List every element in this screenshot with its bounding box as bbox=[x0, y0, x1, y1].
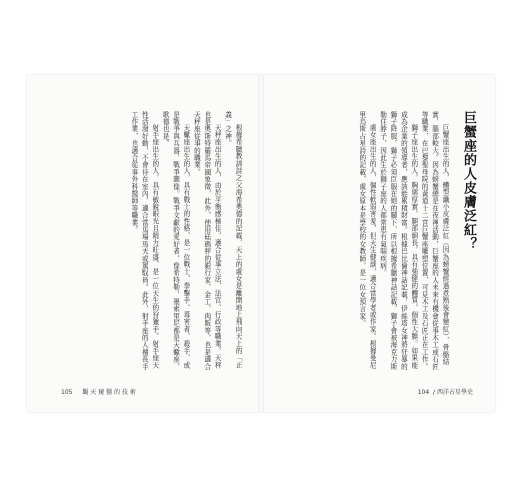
right-body-text bbox=[275, 111, 450, 373]
left-running-title: 觀 天 窺 醫 的 技 術 bbox=[82, 389, 136, 396]
right-paragraph: 處女座出生的人，個性軟弱害羞，但天生健談，適合當學者或作家。根據曼尼里烏斯占星詩的記載，處女原本是學校的女教師，是一位女預言家。 bbox=[357, 111, 377, 369]
left-page bbox=[27, 75, 261, 412]
left-paragraph: 天蠍座出生的人，具有戰士的性格，是一位戰士、拳擊手、毒害者、殺手、或是戰爭與兵器，戰爭圖像。戰爭文獻的愛好者，像希特勒、墨索里尼都是天蠍座，歌德也是。 bbox=[161, 111, 190, 371]
left-body-text bbox=[47, 111, 243, 373]
left-paragraph: 射手座出生的人，具有敏銳眼光且精力旺盛，是一位天生的狩獵手。射手座天性活潑好動，不會待在室內，適合當馬場馬夫或駕馭員。此外，射手座的人擅長手工作業，也適合從事外科醫師等職業。 bbox=[129, 111, 159, 371]
section-heading: 巨蟹座的人皮膚泛紅？ bbox=[461, 111, 476, 251]
left-footer bbox=[61, 387, 136, 396]
right-page-number: 104 bbox=[417, 389, 430, 396]
left-paragraph: 天秤座出生的人，由於平衡感極佳，適合從事立法、法官、行政等職業。天秤也是奧斯特羅馬帝國象徵，此外，使用砝碼秤的銀行家、金工、肉販等，也是適合天秤座從事的職業。 bbox=[192, 111, 222, 371]
right-paragraph: 獅子座出生的人，胸廓厚實，腿部細長，具有強健的體質，個性大膽。如果能成為企業的領導者，應該能累積財富。根據巴比倫神話記載，伊絲塔女神將狂暴的獅子降服，獅子必須臣服在她的腳下，所以根據希臘神話記載，獅子會被海克力斯勒住脖子，因此生於獅子座的人都常患有氣喘疾病。 bbox=[378, 111, 418, 371]
right-running-title: 西洋占星學史 bbox=[436, 389, 473, 396]
book-spread bbox=[27, 75, 495, 412]
right-footer: 104 / 西洋占星學史 bbox=[417, 389, 473, 396]
right-paragraph: 巨蟹座出生的人，體型纖小皮膚泛紅（因為螃蟹經過煮熟後會變紅），骨骼結實，腦部較大。因為螃蟹總是在夜裡活動，巨蟹座的人未來有機會從事木工或石匠等職業，在巴黎聖母院的黃道十二宮巨蟹座雕塑位置，可見木工及石匠正在工作。 bbox=[420, 111, 449, 371]
right-page bbox=[261, 75, 495, 412]
left-page-number: 105 bbox=[61, 389, 73, 396]
left-paragraph: 根據希臘教訓詩之父海希奧德的記載，天上的處女是離開地上飛向天上的「正義」之神。 bbox=[223, 111, 242, 369]
